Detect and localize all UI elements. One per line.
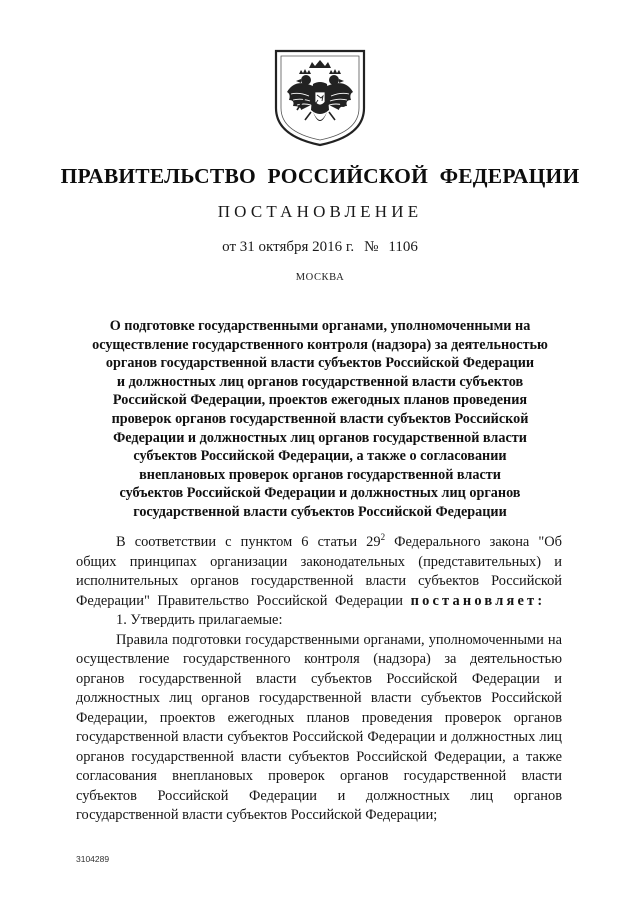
resolves-keyword: постановляет:	[410, 592, 546, 609]
intro-paragraph	[76, 533, 562, 611]
government-title: ПРАВИТЕЛЬСТВО РОССИЙСКОЙ ФЕДЕРАЦИИ	[60, 164, 580, 188]
subject-line: осуществление государственного контроля (надзора) за деятельностью	[92, 336, 548, 353]
document-subject	[60, 317, 580, 522]
rules-paragraph: Правила подготовки государственными органами, уполномоченными на осуществление государственного контроля (надзора) за деятельностью органов государственной власти субъектов Российской Федерации и должностных лиц органов государственной власти субъектов Российской Федерации, проектов ежегодных планов проведения проверок органов государственной власти субъектов Российской Федерации и должностных лиц органов государственной власти субъектов Российской Федерации, а также согласования внеплановых проверок органов государственной власти субъектов Российской Федерации и должностных лиц органов государственной власти субъектов Российской Федерации;	[76, 631, 562, 823]
subject-line: Российской Федерации, проектов ежегодных планов проведения	[112, 392, 528, 409]
subject-line: Федерации и должностных лиц органов государственной власти	[113, 429, 527, 446]
document-code: 3104289	[76, 854, 110, 864]
subject-line: внеплановых проверок органов государственной власти	[139, 466, 501, 483]
document-city: МОСКВА	[295, 272, 345, 283]
subject-line: и должностных лиц органов государственной власти субъектов	[116, 373, 524, 390]
subject-line: субъектов Российской Федерации, а также о согласовании	[133, 448, 507, 465]
article-superscript: 2	[380, 532, 386, 543]
document-number: 1106	[388, 239, 418, 255]
subject-line: проверок органов государственной власти субъектов Российской	[111, 410, 529, 427]
subject-line: О подготовке государственными органами, уполномоченными на	[109, 318, 531, 334]
document-date: от 31 октября 2016 г.	[222, 239, 355, 255]
number-sign: №	[364, 239, 379, 255]
document-body	[76, 533, 562, 826]
double-headed-eagle-icon	[273, 48, 367, 148]
intro-text-rest: Федерального закона "Об общих принципах организации законодательных (представительных) и исполнительных органов государственной власти субъектов Российской Федерации" Правительство Российской Федерации	[76, 534, 562, 609]
intro-text-start: В соответствии с пунктом 6 статьи 29	[116, 534, 381, 550]
subject-line: органов государственной власти субъектов Российской Федерации	[105, 355, 535, 372]
subject-line: государственной власти субъектов Российской Федерации	[133, 503, 507, 520]
subject-line: субъектов Российской Федерации и должностных лиц органов	[119, 485, 521, 502]
item-1-heading: 1. Утвердить прилагаемые:	[116, 612, 283, 628]
document-type: ПОСТАНОВЛЕНИЕ	[217, 202, 423, 221]
document-date-line	[0, 239, 640, 256]
coat-of-arms-emblem	[273, 48, 367, 148]
